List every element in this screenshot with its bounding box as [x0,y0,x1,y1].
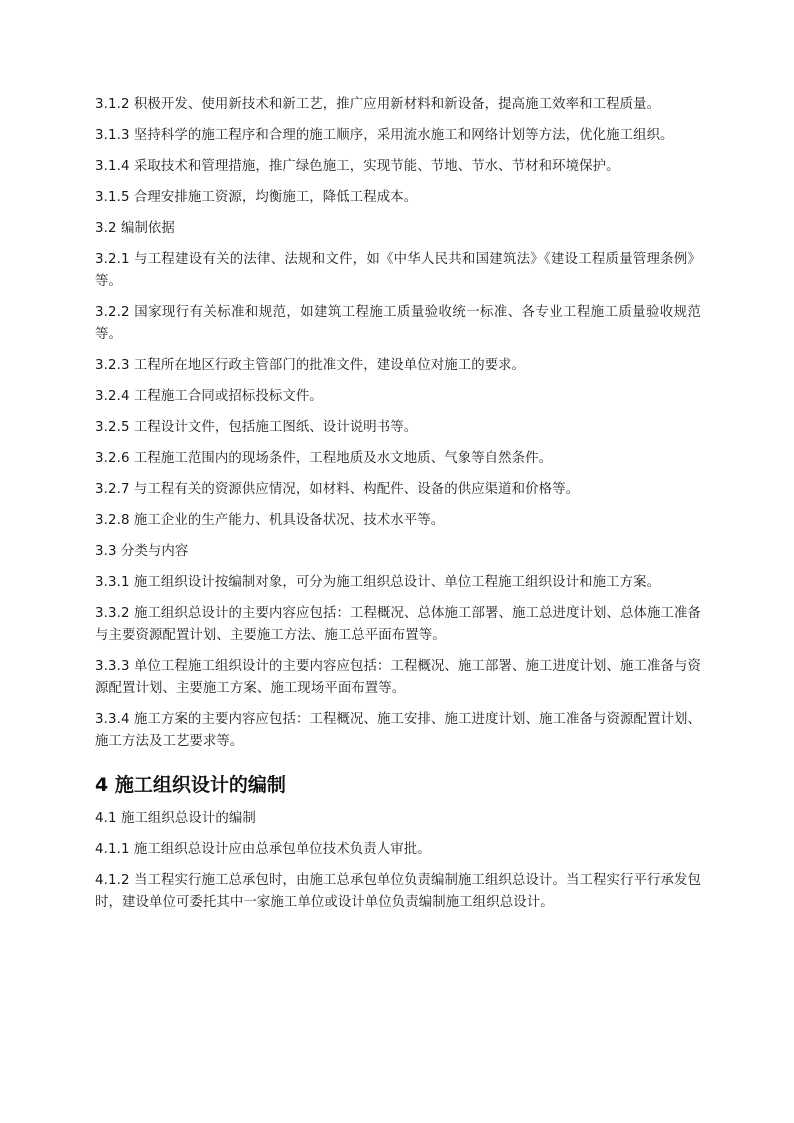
clause-3-1-5: 3.1.5 合理安排施工资源，均衡施工，降低工程成本。 [95,190,418,205]
clause-3-1-3: 3.1.3 坚持科学的施工程序和合理的施工顺序，采用流水施工和网络计划等方法，优化施工组织。 [95,128,674,143]
clause-3-2-1: 3.2.1 与工程建设有关的法律、法规和文件，如《中华人民共和国建筑法》《建设工程质量管理条例》等。 [95,252,701,289]
clause-3-2-3: 3.2.3 工程所在地区行政主管部门的批准文件，建设单位对施工的要求。 [95,358,526,373]
clause-3-3-1: 3.3.1 施工组织设计按编制对象，可分为施工组织总设计、单位工程施工组织设计和施工方案。 [95,575,661,590]
clause-3-2-4: 3.2.4 工程施工合同或招标投标文件。 [95,389,323,404]
section-4-1-title: 4.1 施工组织总设计的编制 [95,811,256,826]
clause-4-1-2: 4.1.2 当工程实行施工总承包时，由施工总承包单位负责编制施工组织总设计。当工程实行平行承发包时，建设单位可委托其中一家施工单位或设计单位负责编制施工组织总设计。 [95,873,701,910]
clause-3-2-2: 3.2.2 国家现行有关标准和规范，如建筑工程施工质量验收统一标准、各专业工程施工质量验收规范等。 [95,305,701,342]
clause-3-1-2: 3.1.2 积极开发、使用新技术和新工艺，推广应用新材料和新设备，提高施工效率和工程质量。 [95,97,661,112]
document-page [95,94,701,923]
clause-4-1-1: 4.1.1 施工组织总设计应由总承包单位技术负责人审批。 [95,842,431,857]
section-3-3-title: 3.3 分类与内容 [95,544,189,559]
clause-3-2-6: 3.2.6 工程施工范围内的现场条件，工程地质及水文地质、气象等自然条件。 [95,451,553,466]
clause-3-3-3: 3.3.3 单位工程施工组织设计的主要内容应包括：工程概况、施工部署、施工进度计划、施工准备与资源配置计划、主要施工方案、施工现场平面布置等。 [95,659,701,696]
clause-3-1-4: 3.1.4 采取技术和管理措施，推广绿色施工，实现节能、节地、节水、节材和环境保护。 [95,159,620,174]
clause-3-2-8: 3.2.8 施工企业的生产能力、机具设备状况、技术水平等。 [95,513,445,528]
section-3-2-title: 3.2 编制依据 [95,221,175,236]
clause-3-3-4: 3.3.4 施工方案的主要内容应包括：工程概况、施工安排、施工进度计划、施工准备与资源配置计划、施工方法及工艺要求等。 [95,712,701,749]
clause-3-3-2: 3.3.2 施工组织总设计的主要内容应包括：工程概况、总体施工部署、施工总进度计划、总体施工准备与主要资源配置计划、主要施工方法、施工总平面布置等。 [95,606,701,643]
clause-3-2-7: 3.2.7 与工程有关的资源供应情况，如材料、构配件、设备的供应渠道和价格等。 [95,482,580,497]
clause-3-2-5: 3.2.5 工程设计文件，包括施工图纸、设计说明书等。 [95,420,418,435]
chapter-4-heading: 4 施工组织设计的编制 [95,774,286,796]
